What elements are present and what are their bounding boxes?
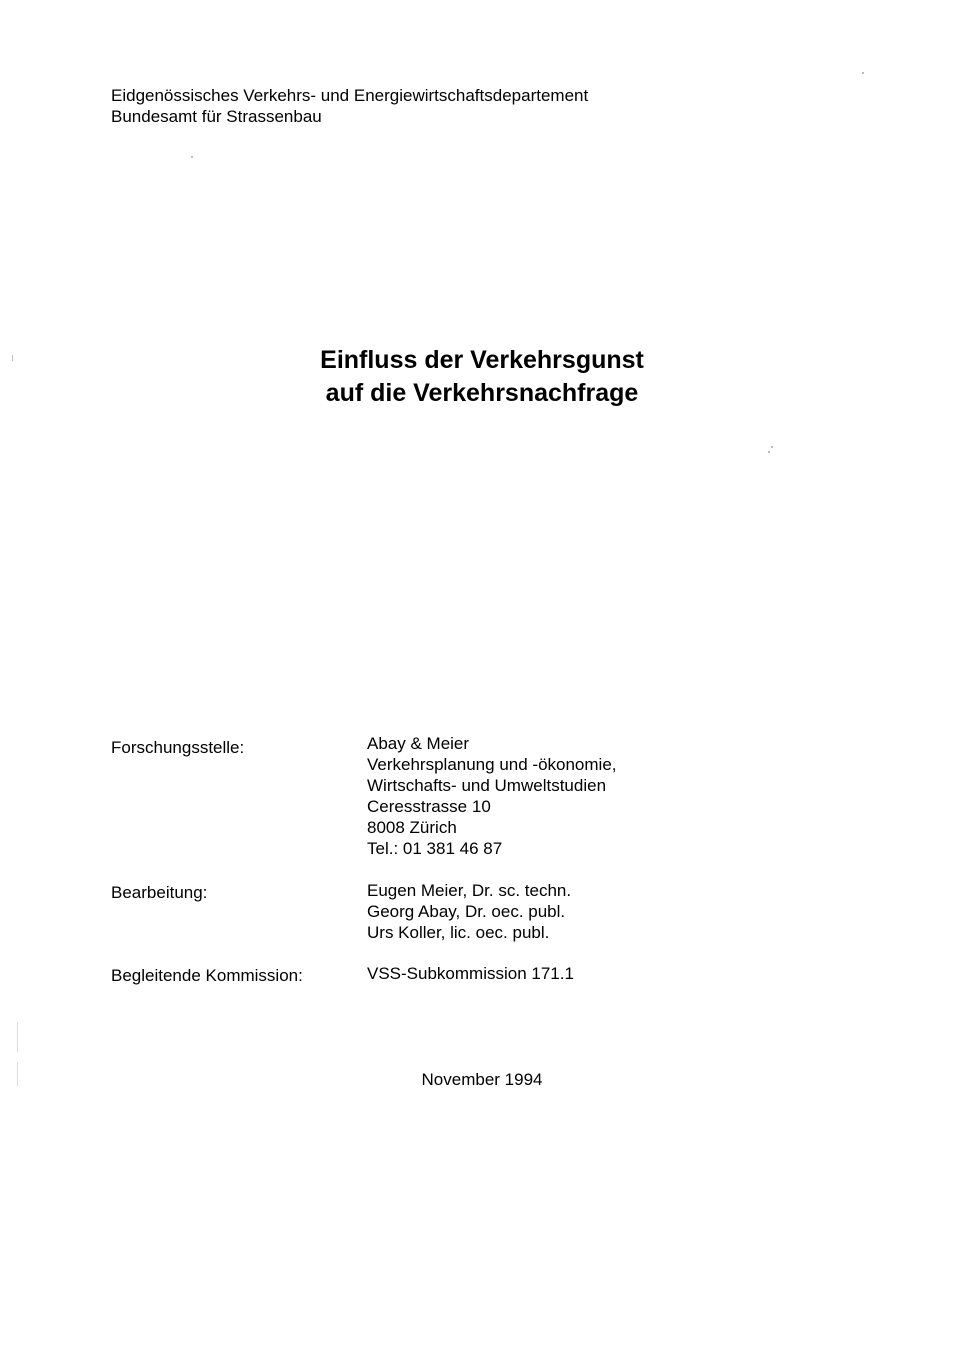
commission-details <box>367 963 574 984</box>
issuing-authority <box>111 85 588 127</box>
institute-subtitle-1: Verkehrsplanung und -ökonomie, <box>367 755 617 774</box>
document-title <box>0 344 970 410</box>
title-line-1: Einfluss der Verkehrsgunst <box>320 346 644 374</box>
author-2: Georg Abay, Dr. oec. publ. <box>367 902 566 921</box>
department-name: Eidgenössisches Verkehrs- und Energiewirtschaftsdepartement <box>111 86 589 105</box>
commission-label: Begleitende Kommission: <box>111 966 303 985</box>
commission-value: VSS-Subkommission 171.1 <box>367 964 574 983</box>
institute-city: 8008 Zürich <box>367 818 457 837</box>
scan-speck <box>17 1062 18 1086</box>
scan-speck <box>862 72 864 74</box>
author-3: Urs Koller, lic. oec. publ. <box>367 923 550 942</box>
scan-speck <box>771 446 773 448</box>
author-1: Eugen Meier, Dr. sc. techn. <box>367 881 572 900</box>
title-line-2: auf die Verkehrsnachfrage <box>325 379 639 407</box>
authors-label: Bearbeitung: <box>111 883 208 902</box>
office-name: Bundesamt für Strassenbau <box>111 107 322 126</box>
authors-list <box>367 880 571 943</box>
institute-street: Ceresstrasse 10 <box>367 797 491 816</box>
scan-speck <box>17 1022 18 1052</box>
scan-speck <box>768 451 770 453</box>
institute-subtitle-2: Wirtschafts- und Umweltstudien <box>367 776 607 795</box>
publication-date <box>0 1069 970 1090</box>
research-institute-details <box>367 733 617 859</box>
scan-speck <box>191 156 193 158</box>
institute-name: Abay & Meier <box>367 734 470 753</box>
scan-speck <box>12 355 13 361</box>
publication-date-text: November 1994 <box>421 1070 543 1089</box>
institute-phone: Tel.: 01 381 46 87 <box>367 839 503 858</box>
research-institute-label: Forschungsstelle: <box>111 738 245 757</box>
